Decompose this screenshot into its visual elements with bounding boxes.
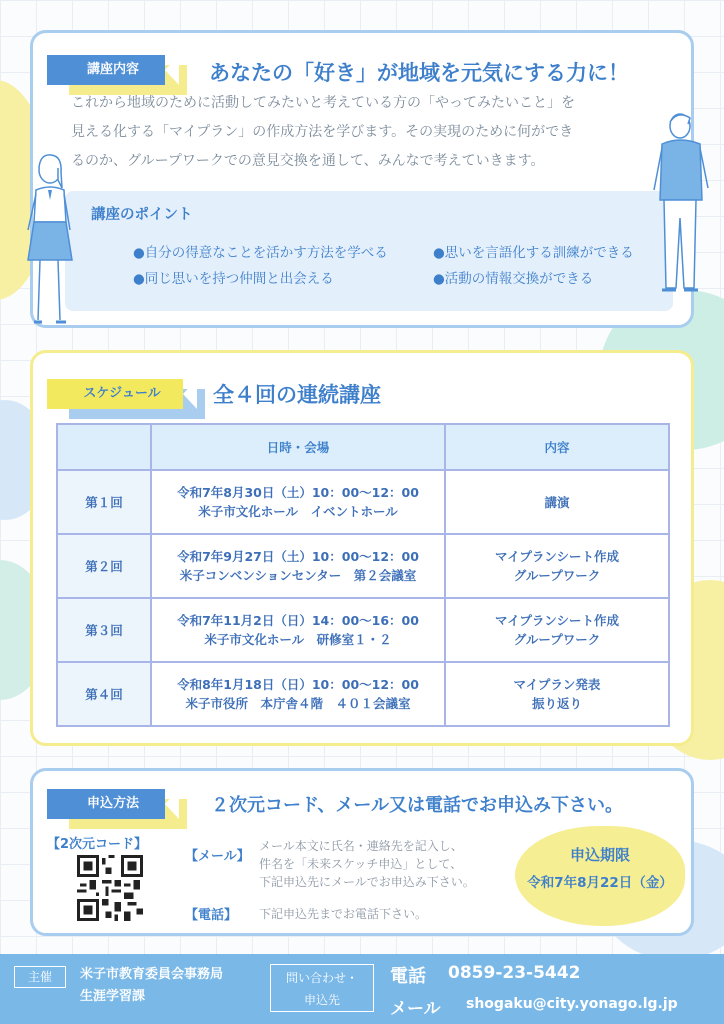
apply-tag: 申込方法 <box>47 789 179 819</box>
phone-label: 【電話】 <box>185 908 238 923</box>
host-name: 米子市教育委員会事務局 生涯学習課 <box>80 967 224 1004</box>
session-content: 講演 <box>445 470 669 534</box>
session-datetime-venue: 令和8年1月18日（日）10：00～12：00 米子市役所 本庁舎４階 ４０１会議室 <box>151 662 445 726</box>
host-label-box: 主催 <box>14 966 66 988</box>
mail-label-footer: メール <box>390 999 441 1019</box>
course-headline: あなたの「好き」が地域を元気にする力に！ <box>209 61 629 85</box>
schedule-table <box>56 423 670 727</box>
point-item: ●活動の情報交換ができる <box>433 271 594 287</box>
session-datetime-venue: 令和7年8月30日（土）10：00～12：00 米子市文化ホール イベントホール <box>151 470 445 534</box>
tel-label: 電話 <box>390 966 426 987</box>
table-row <box>57 662 669 726</box>
mail-label: 【メール】 <box>185 849 250 864</box>
mail-instructions: メール本文に氏名・連絡先を記入し、 件名を「未来スケッチ申込」として、 下記申込先にメールでお申込み下さい。 <box>259 839 475 889</box>
footer <box>0 954 724 1024</box>
qr-code[interactable] <box>77 855 143 921</box>
deadline-date: 令和7年8月22日（金） <box>527 875 673 891</box>
session-datetime-venue: 令和7年9月27日（土）10：00～12：00 米子コンベンションセンター 第２会議室 <box>151 534 445 598</box>
session-number: 第１回 <box>57 470 151 534</box>
apply-card <box>30 768 694 936</box>
tel-number[interactable]: 0859-23-5442 <box>448 963 581 983</box>
table-row <box>57 534 669 598</box>
schedule-headline: 全４回の連続講座 <box>213 383 381 407</box>
course-intro: これから地域のために活動してみたいと考えている方の「やってみたいこと」を 見える化する「マイプラン」の作成方法を学びます。その実現のために何ができ るのか、グループワークでの意見交換を通して、みんなで考えていきます。 <box>71 95 575 169</box>
session-content: マイプランシート作成 グループワーク <box>445 534 669 598</box>
schedule-card <box>30 350 694 746</box>
table-header <box>57 424 151 470</box>
point-item: ●自分の得意なことを活かす方法を学べる <box>133 245 388 261</box>
mail-address[interactable]: shogaku@city.yonago.lg.jp <box>466 996 678 1012</box>
man-illustration <box>648 108 714 300</box>
point-item: ●同じ思いを持つ仲間と出会える <box>133 271 334 287</box>
table-header-row <box>57 424 669 470</box>
course-points-box <box>65 191 673 311</box>
points-title: 講座のポイント <box>91 207 193 223</box>
session-content: マイプラン発表 振り返り <box>445 662 669 726</box>
schedule-tag: スケジュール <box>47 379 197 409</box>
point-item: ●思いを言語化する訓練ができる <box>433 245 634 261</box>
table-row <box>57 470 669 534</box>
table-header: 日時・会場 <box>151 424 445 470</box>
course-card <box>30 30 694 328</box>
session-number: 第２回 <box>57 534 151 598</box>
qr-label: 【2次元コード】 <box>47 837 148 852</box>
table-header: 内容 <box>445 424 669 470</box>
course-tag: 講座内容 <box>47 55 179 85</box>
woman-illustration <box>14 150 84 340</box>
contact-label-box: 問い合わせ・ 申込先 <box>270 964 374 1012</box>
session-datetime-venue: 令和7年11月2日（日）14：00～16：00 米子市文化ホール 研修室１・２ <box>151 598 445 662</box>
deadline-badge <box>515 826 685 926</box>
phone-instructions: 下記申込先までお電話下さい。 <box>259 907 428 921</box>
session-number: 第３回 <box>57 598 151 662</box>
table-row <box>57 598 669 662</box>
session-number: 第４回 <box>57 662 151 726</box>
session-content: マイプランシート作成 グループワーク <box>445 598 669 662</box>
deadline-title: 申込期限 <box>569 846 630 864</box>
apply-headline: ２次元コード、メール又は電話でお申込み下さい。 <box>211 795 624 816</box>
